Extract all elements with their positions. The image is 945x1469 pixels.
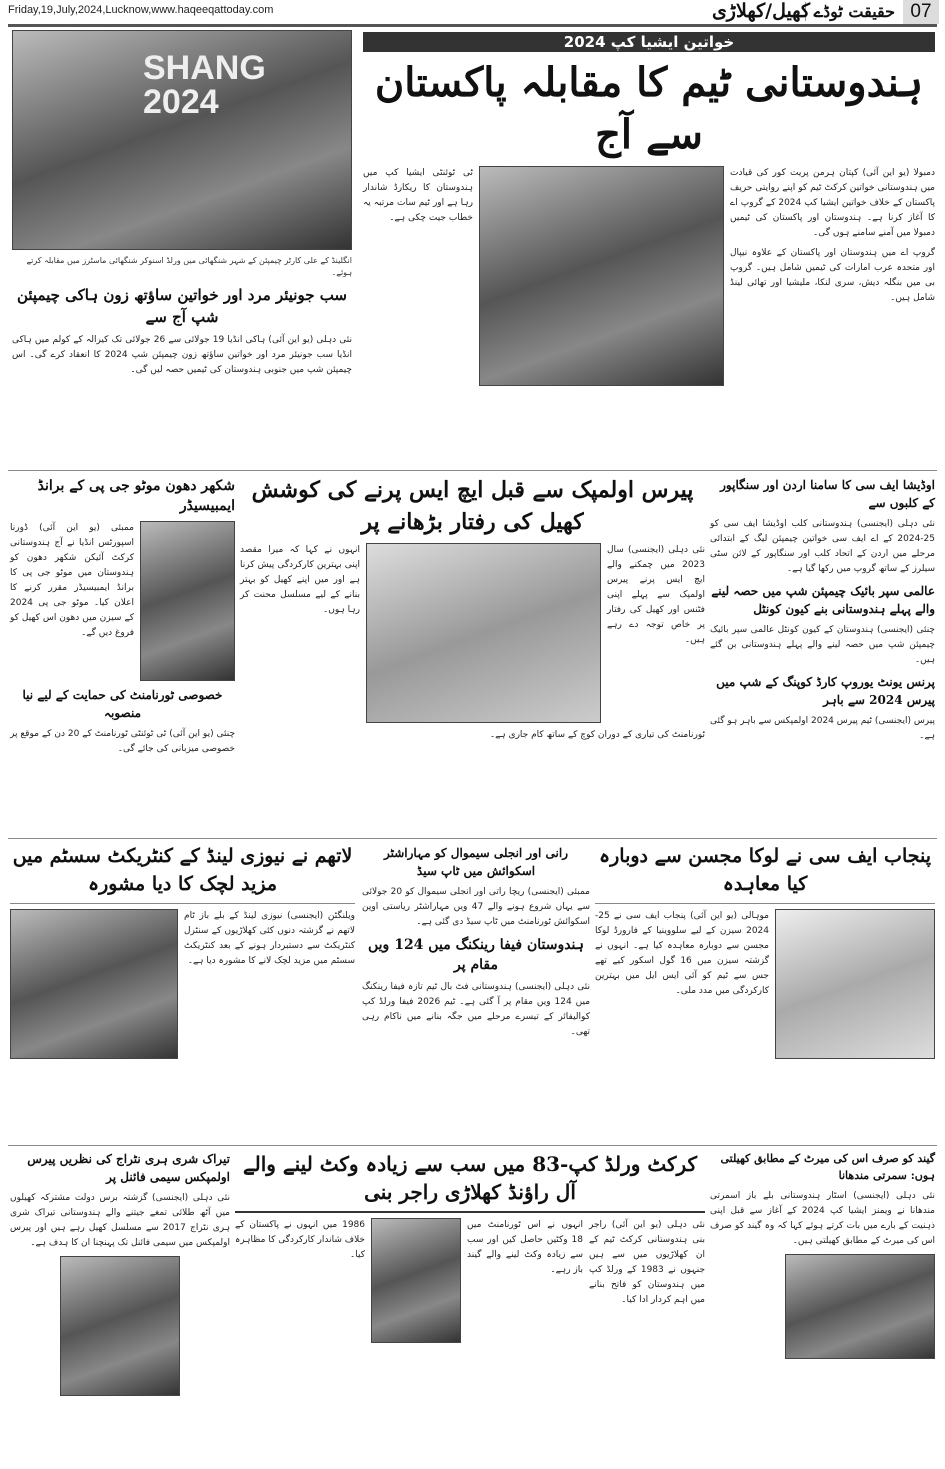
lead-headline: ہندوستانی ٹیم کا مقابلہ پاکستان سے آج bbox=[374, 59, 924, 158]
srihari-nataraj-photo bbox=[60, 1256, 180, 1396]
binny-headline: کرکٹ ورلڈ کپ-83 میں سب سے زیادہ وکٹ لینے والے آل راؤنڈ کھلاڑی راجر بنی bbox=[242, 1152, 698, 1204]
europe-subhead: پرنس یونٹ یوروپ کارڈ کوپنگ کے شپ میں پیرس 2024 سے باہر bbox=[716, 675, 935, 707]
binny-body-col3: 1986 میں انہوں نے پاکستان کے خلاف شاندار کارکردگی کا مظاہرہ کیا۔ bbox=[235, 1220, 365, 1260]
dhawan-body: ممبئی (یو این آئی) ڈورنا اسپورٹس انڈیا نے آج ہندوستانی کرکٹ آئیکن شکھر دھون کو ہندوستان میں موٹو جی پی کا برانڈ ایمبیسیڈر مقرر کرنے کا اعلان کیا۔ موٹو جی پی 2024 کے سیزن میں دھون اس کھیل کو فروغ دیں گے۔ bbox=[10, 523, 134, 638]
divider bbox=[10, 903, 355, 904]
dhawan-subhead: خصوصی ٹورنامنٹ کی حمایت کے لیے نیا منصوبہ bbox=[22, 688, 223, 720]
divider bbox=[235, 1211, 705, 1213]
fifa-body: نئی دہلی (ایجنسی) ہندوستانی فٹ بال ٹیم تازہ فیفا رینکنگ میں 124 ویں مقام پر آ گئی ہے۔ ٹیم 2026 فیفا ورلڈ کپ کوالیفائر کے تیسرے مرحلے میں جگہ بنانے میں ناکام رہی تھی۔ bbox=[362, 982, 591, 1037]
smriti-mandhana-photo bbox=[785, 1254, 935, 1359]
divider bbox=[595, 903, 935, 904]
hockey-headline: سب جونیئر مرد اور خواتین ساؤتھ زون ہاکی چیمپئن شپ آج سے bbox=[16, 286, 348, 326]
latham-photo bbox=[10, 909, 178, 1059]
snooker-photo bbox=[12, 30, 352, 250]
divider bbox=[8, 1145, 937, 1146]
squash-article bbox=[362, 844, 590, 1040]
prannoy-badminton-photo bbox=[366, 543, 601, 723]
header-rule bbox=[8, 24, 937, 27]
punjab-headline: پنجاب ایف سی نے لوکا مجسن سے دوبارہ کیا معاہدہ bbox=[598, 845, 932, 895]
europe-body: پیرس (ایجنسی) ٹیم پیرس 2024 اولمپکس سے باہر ہو گئی ہے۔ bbox=[710, 716, 935, 741]
squash-headline: رانی اور انجلی سیموال کو مہاراشٹر اسکوائش میں ٹاپ سیڈ bbox=[384, 846, 568, 878]
lead-body-col2: گروپ اے میں ہندوستان اور پاکستان کے علاوہ نیپال اور متحدہ عرب امارات کی ٹیمیں شامل ہیں۔ گروپ بی میں بنگلہ دیش، سری لنکا، ملیشیا اور تھائی لینڈ شامل ہیں۔ bbox=[730, 248, 935, 303]
divider bbox=[8, 838, 937, 839]
lead-body-col3: ٹی ٹوئنٹی ایشیا کپ میں ہندوستان کا ریکارڈ شاندار رہا ہے اور ٹیم سات مرتبہ یہ خطاب جیت چکی ہے۔ bbox=[363, 168, 473, 223]
luka-majcen-photo bbox=[775, 909, 935, 1059]
swimmer-headline: تیراک شری ہری نٹراج کی نظریں پیرس اولمپکس سیمی فائنل پر bbox=[27, 1152, 230, 1184]
mandhana-article bbox=[710, 1150, 935, 1359]
odisha-article bbox=[710, 476, 935, 744]
snooker-hockey-column bbox=[12, 30, 352, 378]
women-cricket-team-photo bbox=[479, 166, 724, 386]
superbike-body: چنئی (ایجنسی) ہندوستان کے کیون کونٹل عالمی سپر بائیک چیمپئن شپ میں حصہ لینے والے پہلے ہندوستانی بن گئے ہیں۔ bbox=[710, 625, 935, 665]
newspaper-logo: حقیقت ٹوڈے bbox=[805, 2, 895, 21]
squash-body: ممبئی (ایجنسی) ریچا راتی اور انجلی سیموال کو 20 جولائی سے یہاں شروع ہونے والے 47 ویں مہاراشٹر ریاستی اوپن اسکوائش ٹورنامنٹ میں ٹاپ سیڈ دی گئی ہے۔ bbox=[362, 887, 590, 927]
mandhana-headline: گیند کو صرف اس کی میرٹ کے مطابق کھیلتی ہوں: سمرتی مندھانا bbox=[720, 1152, 935, 1182]
mandhana-body: نئی دہلی (ایجنسی) اسٹار ہندوستانی بلے باز اسمرتی مندھانا نے ویمنز ایشیا کپ 2024 کے آغاز سے قبل اپنی ذہنیت کے بارے میں بات کرتے ہوئے کہا کہ وہ گیند کو صرف اس کی میرٹ کے مطابق کھیلتی ہیں۔ bbox=[710, 1191, 935, 1246]
punjab-article bbox=[595, 842, 935, 1059]
latham-body: ویلنگٹن (ایجنسی) نیوزی لینڈ کے بلے باز ٹام لاتھم نے گزشتہ دنوں کئی کھلاڑیوں کے سنٹرل کنٹریکٹ سے دستبردار ہونے کے بعد کنٹریکٹ سسٹم میں مزید لچک لانے کا مشورہ دیا ہے۔ bbox=[184, 911, 355, 966]
binny-body-col2: انہوں نے اس ٹورنامنٹ میں 18 وکٹیں حاصل کیں اور سب سے زیادہ وکٹ لینے والے گیند باز رہے۔ bbox=[467, 1220, 583, 1275]
dhawan-headline: شکھر دھون موٹو جی پی کے برانڈ ایمبیسیڈر bbox=[37, 478, 235, 514]
prannoy-headline: پیرس اولمپک سے قبل ایچ ایس پرنے کی کوشش کھیل کی رفتار بڑھانے پر bbox=[251, 477, 694, 535]
prannoy-body-col3: ٹورنامنٹ کی تیاری کے دوران کوچ کے ساتھ کام جاری ہے۔ bbox=[489, 730, 705, 740]
fifa-subhead: ہندوستان فیفا رینکنگ میں 124 ویں مقام پر bbox=[368, 937, 584, 973]
swimmer-body: نئی دہلی (ایجنسی) گزشتہ برس دولت مشترکہ کھیلوں میں آٹھ طلائی تمغے جیتنے والے ہندوستانی تیراک شری ہری نٹراج 2017 سے مسلسل کھیل رہے ہیں اور پیرس اولمپکس میں سیمی فائنل تک پہنچنا ان کا ہدف ہے۔ bbox=[10, 1193, 230, 1248]
swimmer-article bbox=[10, 1150, 230, 1396]
photo-sponsor-lettering: SHANG 2024 bbox=[143, 49, 266, 121]
dhawan-body2: چنئی (یو این آئی) ٹی ٹوئنٹی ٹورنامنٹ کے 20 دن کے موقع پر خصوصی میزبانی کی جائے گی۔ bbox=[10, 729, 236, 754]
snooker-caption: انگلینڈ کے علی کارٹر چیمپئن کے شہر شنگھائی میں ورلڈ اسنوکر شنگھائی ماسٹرز میں مقابلہ کرتے ہوئے۔ bbox=[26, 256, 352, 277]
prannoy-body-col1: نئی دہلی (ایجنسی) سال 2023 میں چمکنے والے ایچ ایس پرنے پیرس اولمپک سے پہلے اپنی فٹنس اور کھیل کی رفتار پر خاص توجہ دے رہے ہیں۔ bbox=[607, 545, 705, 645]
section-title: کھیل/کھلاڑی bbox=[711, 0, 810, 22]
prannoy-article bbox=[240, 474, 705, 743]
odisha-body: نئی دہلی (ایجنسی) ہندوستانی کلب اوڈیشا ایف سی کو 25-2024 کے اے ایف سی خواتین چیمپئن لیگ کے ابتدائی مرحلے میں اردن کے اتحاد کلب اور سنگاپور کے لائن سٹی سیلرز کے ساتھ گروپ میں رکھا گیا ہے۔ bbox=[710, 519, 935, 574]
dhawan-article bbox=[10, 476, 235, 757]
divider bbox=[8, 470, 937, 471]
prannoy-body-col2: انہوں نے کہا کہ میرا مقصد اپنی بہترین کارکردگی پیش کرنا ہے اور میں اپنے کھیل کو بہتر بنانے کے لیے مسلسل محنت کر رہا ہوں۔ bbox=[240, 545, 360, 615]
roger-binny-photo bbox=[371, 1218, 461, 1343]
latham-article bbox=[10, 842, 355, 1059]
punjab-body: موہالی (یو این آئی) پنجاب ایف سی نے 25-2024 سیزن کے لیے سلووینیا کے فارورڈ لوکا مجسن سے دوبارہ معاہدہ کیا ہے۔ انہوں نے گزشتہ سیزن میں 16 گول اسکور کیے تھے جس سے ٹیم کو آئی ایس ایل میں بہترین کارکردگی میں مدد ملی۔ bbox=[595, 911, 769, 996]
lead-article bbox=[363, 32, 935, 386]
lead-body-col1: دمبولا (یو این آئی) کپتان ہرمن پریت کور کی قیادت میں ہندوستانی خواتین کرکٹ ٹیم کو اپنے روایتی حریف پاکستان کے خلاف خواتین ایشیا کپ 2024 کے گروپ اے کا آغاز کرنا ہے۔ ہندوستان اور پاکستان کی ٹیمیں دمبولا میں آمنے سامنے ہوں گی۔ bbox=[730, 168, 936, 238]
page-number: 07 bbox=[903, 0, 939, 24]
superbike-subhead: عالمی سپر بائیک چیمپئن شپ میں حصہ لینے والے پہلے ہندوستانی بنے کیون کونٹل bbox=[711, 584, 935, 616]
dhawan-photo bbox=[140, 521, 235, 681]
latham-headline: لاتھم نے نیوزی لینڈ کے کنٹریکٹ سسٹم میں مزید لچک کا دیا مشورہ bbox=[12, 845, 353, 895]
odisha-headline: اوڈیشا ایف سی کا سامنا اردن اور سنگاپور کے کلبوں سے bbox=[720, 478, 935, 510]
binny-body-col1: نئی دہلی (یو این آئی) راجر بنی ہندوستانی کرکٹ ٹیم کے ان کھلاڑیوں میں سے ہیں جنہوں نے 1983 کے ورلڈ کپ میں ہندوستان کو فاتح بنانے میں اہم کردار ادا کیا۔ bbox=[589, 1220, 706, 1305]
hockey-body: نئی دہلی (یو این آئی) ہاکی انڈیا 19 جولائی سے 26 جولائی تک کیرالہ کے کولم میں ہاکی انڈیا سب جونیئر مرد اور خواتین ساؤتھ زون چیمپئن شپ 2024 کا انعقاد کرے گی۔ اس چیمپئن شپ میں جنوبی ہندوستان کی ٹیمیں حصہ لیں گی۔ bbox=[12, 335, 352, 375]
dateline: Friday,19,July,2024,Lucknow,www.haqeeqattoday.com bbox=[8, 4, 274, 16]
binny-article bbox=[235, 1150, 705, 1343]
lead-kicker: خواتین ایشیا کپ 2024 bbox=[363, 32, 935, 52]
